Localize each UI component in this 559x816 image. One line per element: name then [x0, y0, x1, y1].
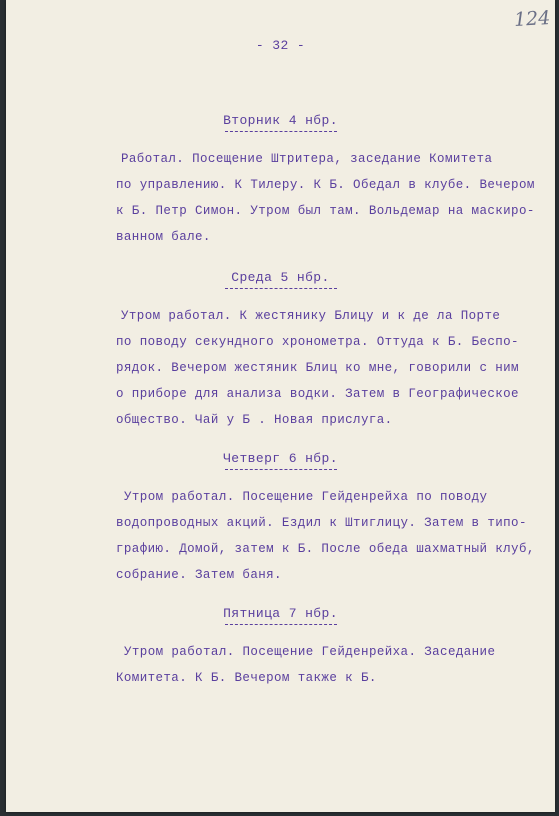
entry-line: Утром работал. Посещение Гейденрейха по поводу: [124, 490, 488, 504]
heading-underline: [225, 286, 337, 289]
entry-line: к Б. Петр Симон. Утром был там. Вольдемар на маскиро-: [116, 204, 535, 218]
document-page: [6, 0, 555, 812]
heading-underline: [225, 467, 337, 470]
entry-line: Утром работал. Посещение Гейденрейха. Заседание: [124, 645, 496, 659]
entry-line: Комитета. К Б. Вечером также к Б.: [116, 671, 377, 685]
heading-underline: [225, 129, 337, 132]
entry-line: о приборе для анализа водки. Затем в Географическое: [116, 387, 519, 401]
entry-line: Утром работал. К жестянику Блицу и к де ла Порте: [121, 309, 501, 323]
archive-page-number: 124: [513, 7, 551, 31]
entry-line: Работал. Посещение Штритера, заседание Комитета: [121, 152, 493, 166]
entry-body-tuesday: [116, 146, 536, 250]
entry-heading-friday: [6, 606, 555, 625]
entry-line: графию. Домой, затем к Б. После обеда шахматный клуб,: [116, 542, 535, 556]
entry-heading-text: Пятница 7 нбр.: [223, 606, 338, 621]
page-number: - 32 -: [255, 38, 306, 53]
entry-heading-wednesday: [6, 270, 555, 289]
entry-line: рядок. Вечером жестяник Блиц ко мне, говорили с ним: [116, 361, 519, 375]
entry-body-thursday: [116, 484, 536, 588]
entry-body-wednesday: [116, 303, 536, 433]
entry-heading-thursday: [6, 451, 555, 470]
entry-heading-text: Среда 5 нбр.: [231, 270, 330, 285]
entry-heading-text: Вторник 4 нбр.: [223, 113, 338, 128]
entry-line: водопроводных акций. Ездил к Штиглицу. Затем в типо-: [116, 516, 527, 530]
entry-line: по управлению. К Тилеру. К Б. Обедал в клубе. Вечером: [116, 178, 535, 192]
heading-underline: [225, 622, 337, 625]
entry-line: по поводу секундного хронометра. Оттуда к Б. Беспо-: [116, 335, 519, 349]
entry-heading-text: Четверг 6 нбр.: [223, 451, 338, 466]
entry-body-friday: [116, 639, 536, 691]
entry-line: собрание. Затем баня.: [116, 568, 282, 582]
entry-line: ванном бале.: [116, 230, 211, 244]
entry-heading-tuesday: [6, 113, 555, 132]
entry-line: общество. Чай у Б . Новая прислуга.: [116, 413, 393, 427]
